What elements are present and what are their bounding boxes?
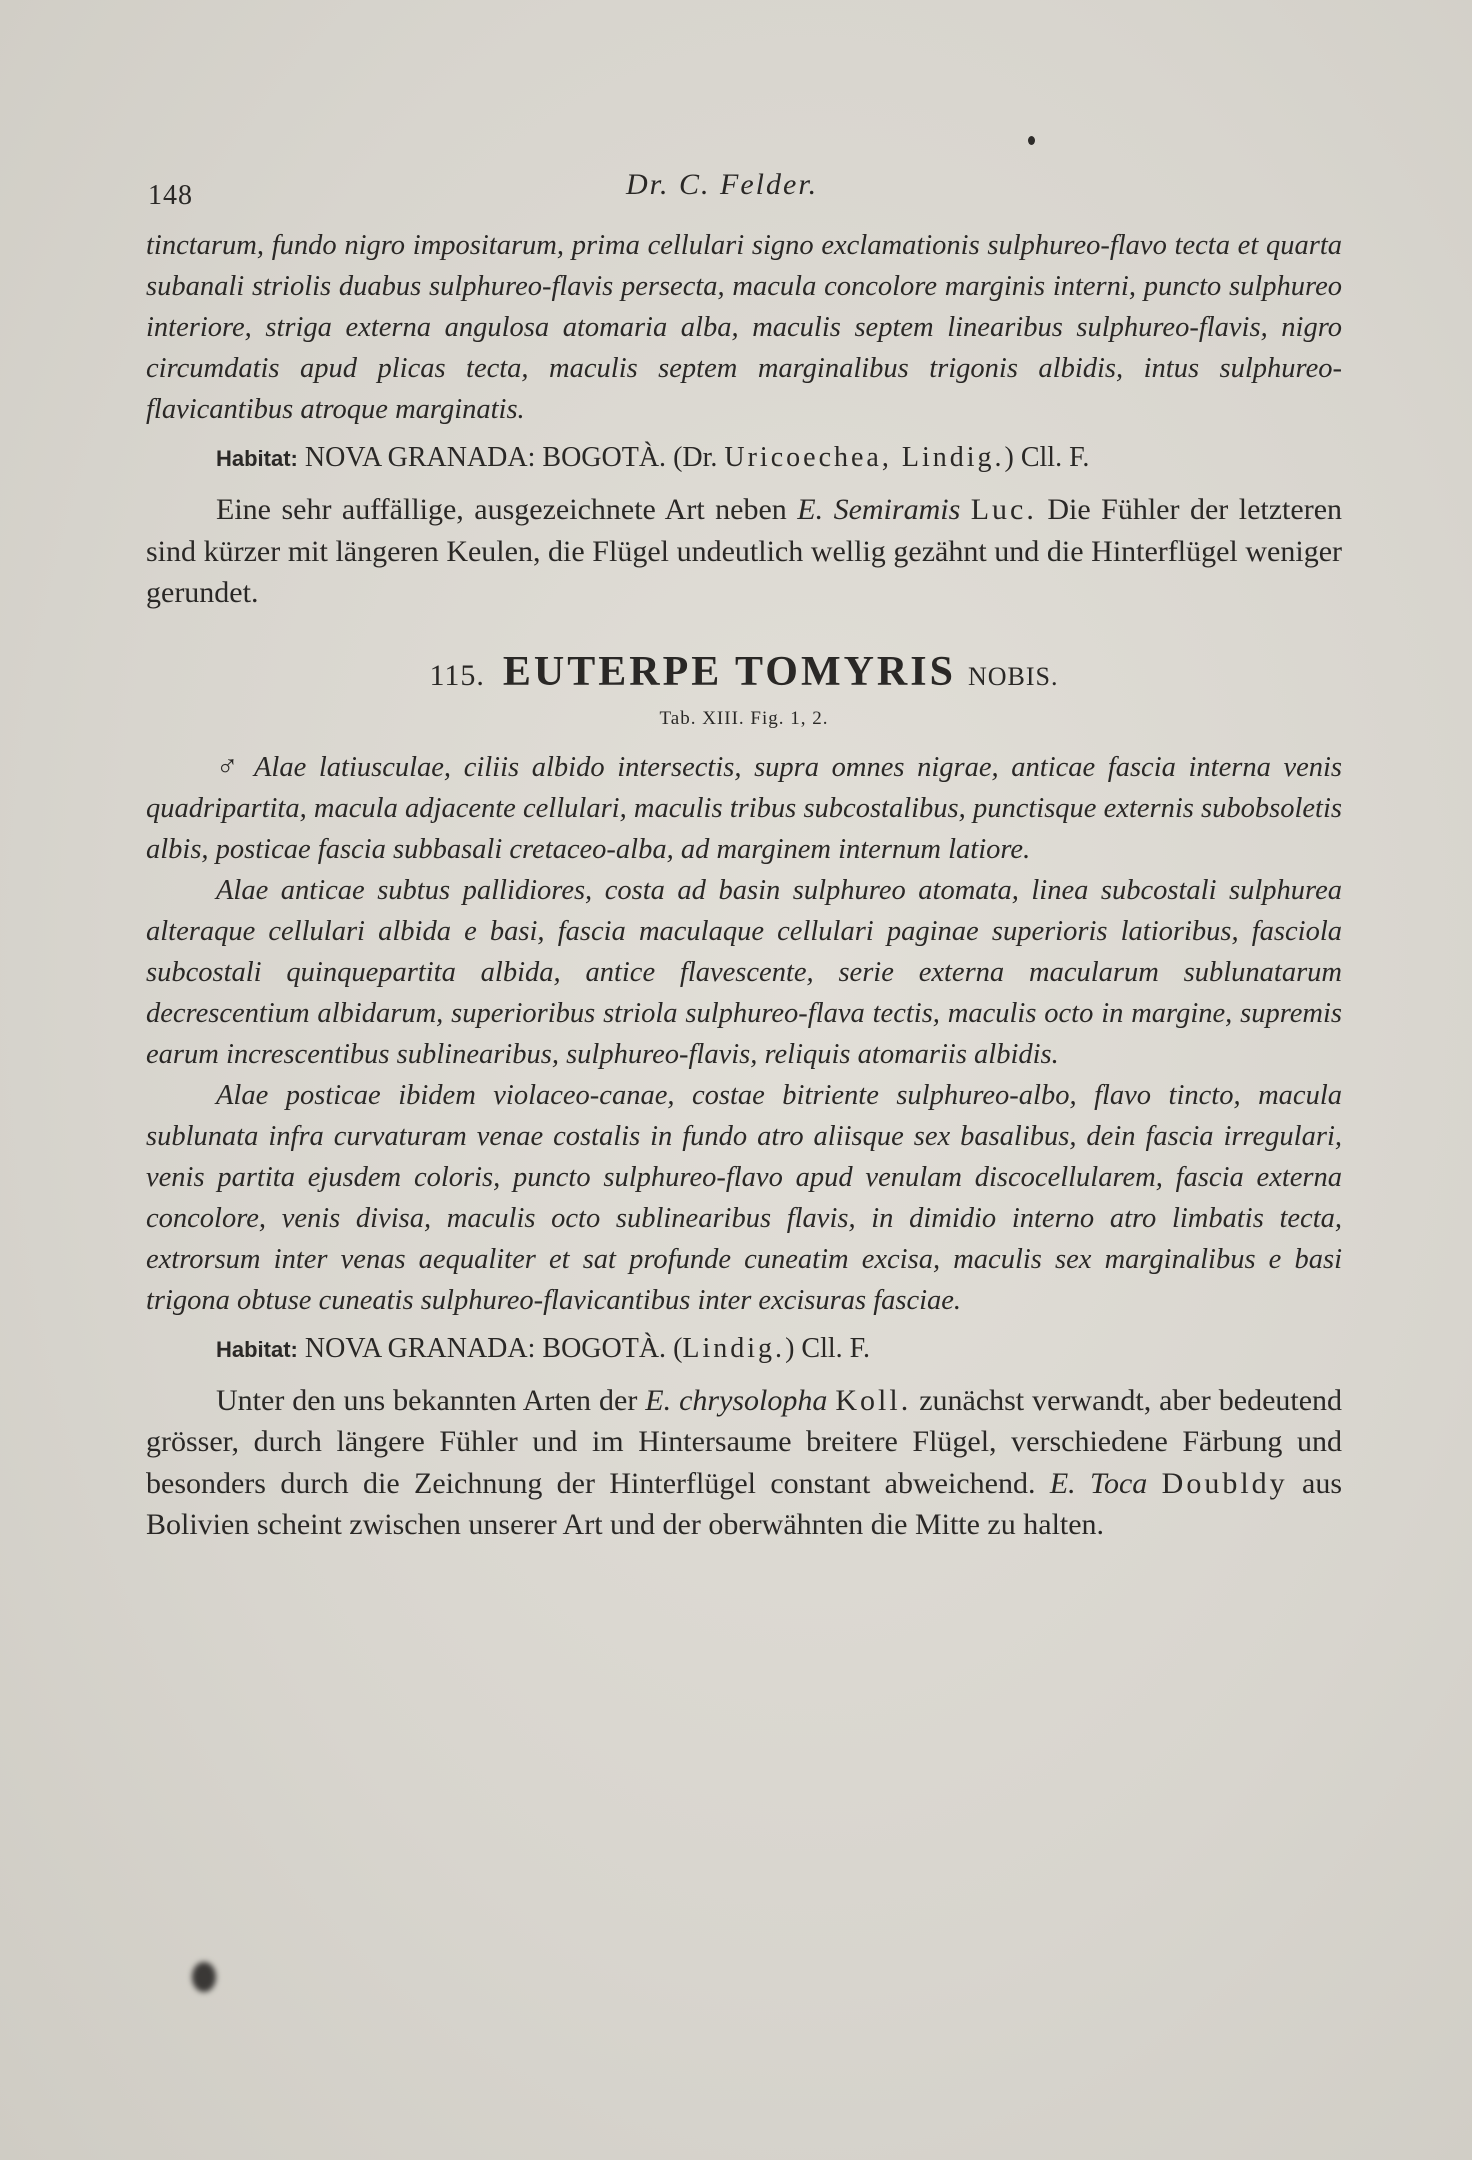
male-symbol: ♂ bbox=[216, 749, 245, 783]
remark-text: Eine sehr auffällige, ausgezeichnete Art neben bbox=[216, 493, 787, 526]
species-number: 115. bbox=[429, 658, 485, 692]
habitat-label: Habitat: bbox=[216, 1336, 298, 1362]
species-ref: E. Toca bbox=[1049, 1466, 1148, 1500]
german-remark bbox=[146, 489, 1342, 614]
remark-text: aus Bolivien scheint zwischen unserer Art und der oberwähnten die Mitte zu halten. bbox=[146, 1466, 1343, 1541]
description-text: Alae latiusculae, ciliis albido intersectis, supra omnes nigrae, anticae fascia interna venis quadripartita, macula adjacente cellulari, maculis tribus subcostalibus, punctisque externis subobsoletis albis, posticae fascia subbasali cretaceo-alba, ad marginem internum latiore. bbox=[146, 751, 1343, 865]
habitat-collectors: Uricoechea, Lindig. bbox=[724, 442, 1005, 473]
habitat-place: NOVA GRANADA: BOGOTÀ. bbox=[304, 442, 667, 473]
german-remark bbox=[146, 1380, 1342, 1546]
plate-reference: Tab. XIII. Fig. 1, 2. bbox=[659, 707, 829, 729]
habitat-close: ) bbox=[1004, 442, 1014, 473]
remark-text: Die Fühler der letzteren sind kürzer mit längeren Keulen, die Flügel undeutlich wellig gezähnt und die Hinterflügel weniger gerundet. bbox=[146, 493, 1343, 609]
habitat-collectors: Lindig. bbox=[682, 1332, 786, 1364]
text-column bbox=[146, 225, 1342, 1546]
species-heading bbox=[146, 648, 1342, 696]
author-ref: Koll. bbox=[835, 1383, 912, 1417]
species-author: NOBIS. bbox=[967, 661, 1059, 691]
latin-description-upperside bbox=[146, 746, 1342, 870]
page-header bbox=[148, 168, 1348, 216]
latin-description-forewing-underside: Alae anticae subtus pallidiores, costa ad basin sulphureo atomata, linea subcostali sulphurea alteraque cellulari albida e basi, fascia maculaque cellulari paginae superioris latioribus, fasciola subcostali quinquepartita albida, antice flavescente, serie externa macularum sublunatarum decrescentium albidarum, superioribus striola sulphureo-flava tectis, maculis octo in margine, supremis earum increscentibus sublinearibus, sulphureo-flavis, reliquis atomariis albidis. bbox=[146, 874, 1342, 1070]
latin-description-continued: tinctarum, fundo nigro impositarum, prima cellulari signo exclamationis sulphureo-flavo tecta et quarta subanali striolis duabus sulphureo-flavis persecta, macula concolore marginis interni, puncto sulphureo interiore, striga externa angulosa atomaria alba, maculis septem linearibus sulphureo-flavis, nigro circumdatis apud plicas tecta, maculis septem marginalibus trigonis albidis, intus sulphureo-flavicantibus atroque marginatis. bbox=[146, 230, 1342, 425]
species-ref: E. Semiramis bbox=[797, 493, 961, 526]
ink-spot bbox=[1028, 136, 1035, 145]
species-ref: E. chrysolopha bbox=[645, 1383, 828, 1417]
habitat-collection: Cll. F. bbox=[801, 1332, 870, 1364]
ink-spot bbox=[192, 1962, 216, 1992]
running-title: Dr. C. Felder. bbox=[626, 168, 819, 201]
habitat-place: NOVA GRANADA: BOGOTÀ. bbox=[304, 1332, 667, 1364]
habitat-open: (Dr. bbox=[673, 442, 718, 473]
habitat-line bbox=[146, 1329, 1342, 1370]
latin-description-hindwing-underside: Alae posticae ibidem violaceo-canae, costae bitriente sulphureo-albo, flavo tincto, macula sublunata infra curvaturam venae costalis in fundo atro aliisque sex basalibus, dein fascia irregulari, venis partita ejusdem coloris, puncto sulphureo-flavo apud venulam discocellularem, fascia externa concolore, venis divisa, maculis octo sublinearibus flavis, in dimidio interno atro limbatis tecta, extrorsum inter venas aequaliter et sat profunde cuneatim excisa, maculis sex marginalibus e basi trigona obtuse cuneatis sulphureo-flavicantibus inter excisuras fasciae. bbox=[146, 1079, 1342, 1316]
remark-text: zunächst verwandt, aber bedeutend grösser, durch längere Fühler und im Hintersaume breitere Flügel, verschiedene Färbung und besonders durch die Zeichnung der Hinterflügel constant abweichend. bbox=[146, 1383, 1343, 1500]
habitat-collection: Cll. F. bbox=[1020, 442, 1090, 473]
species-name: EUTERPE TOMYRIS bbox=[502, 648, 956, 695]
remark-text: Unter den uns bekannten Arten der bbox=[216, 1383, 638, 1417]
author-ref: Doubldy bbox=[1161, 1466, 1288, 1500]
habitat-close: ) bbox=[785, 1332, 795, 1364]
habitat-line bbox=[146, 438, 1342, 479]
habitat-label: Habitat: bbox=[216, 446, 298, 471]
page-number: 148 bbox=[148, 180, 193, 211]
habitat-open: ( bbox=[673, 1332, 683, 1364]
author-ref: Luc. bbox=[970, 493, 1037, 526]
